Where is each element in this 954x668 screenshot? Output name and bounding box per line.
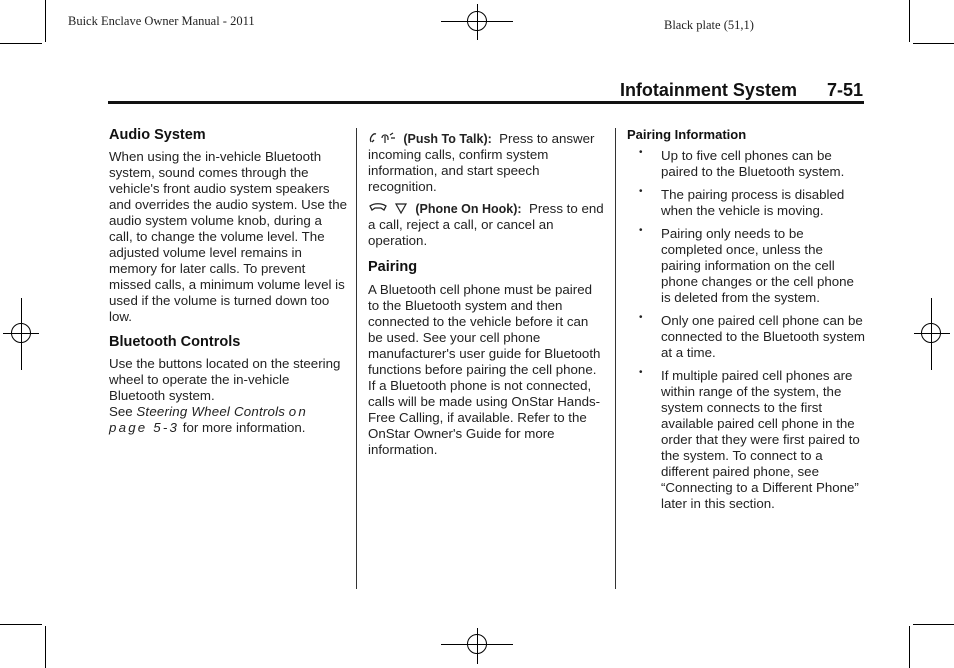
push-to-talk-icon [368,132,401,146]
phone-on-hook-body: Press to end a call, reject a call, or cancel an operation. [368,201,604,248]
list-item: • Only one paired cell phone can be connected to the Bluetooth system at a time. [639,312,866,360]
audio-system-heading: Audio System [109,127,206,143]
pairing-information-list [627,148,865,512]
column-2 [368,131,606,458]
page-reference-link[interactable]: on page 5-3 [109,404,308,435]
crop-mark [45,0,46,42]
bullet-icon: • [639,147,643,158]
registration-mark [921,323,941,343]
section-title [620,80,863,101]
plate-label: Black plate (51,1) [664,18,754,32]
list-item: • Up to five cell phones can be paired to the Bluetooth system. [639,147,845,179]
registration-mark [467,11,487,31]
pairing-heading: Pairing [368,259,418,275]
push-to-talk-label: (Push To Talk): [403,132,492,146]
bullet-icon: • [639,186,643,197]
bullet-icon: • [639,225,643,236]
column-divider [615,128,616,589]
column-divider [356,128,357,589]
page-number: 7-51 [826,80,863,100]
column-1 [109,127,347,436]
phone-on-hook-entry [368,201,606,249]
list-item: • Pairing only needs to be completed once, unless the pairing information on the cell phone changes or the cell phone is deleted from the system. [639,225,854,305]
audio-system-body: When using the in-vehicle Bluetooth system, sound comes through the vehicle's front audio system speakers and overrides the audio system. Use the audio system volume knob, during a call, to change the volume level. The adjusted volume level remains in memory for later calls. To prevent missed calls, a minimum volume level is used if the volume is turned down too low. [109,149,347,324]
manual-title: Buick Enclave Owner Manual - 2011 [68,14,255,28]
crop-mark [909,0,910,42]
crop-mark [45,626,46,668]
title-rule [108,101,864,104]
phone-on-hook-icon [368,202,413,216]
bullet-icon: • [639,367,643,378]
push-to-talk-body: Press to answer incoming calls, confirm system information, and start speech recognition. [368,131,595,194]
bluetooth-controls-body: Use the buttons located on the steering wheel to operate the in-vehicle Bluetooth system. See Steering Wheel Controls on page 5-3 for more information. [109,356,341,435]
column-3 [627,127,865,512]
list-item: • If multiple paired cell phones are within range of the system, the system connects to the first available paired cell phone in the order that they were first paired to the system. To connect to a different paired phone, see “Connecting to a Different Phone” later in this section. [639,367,860,511]
section-name: Infotainment System [619,80,797,100]
push-to-talk-entry [368,131,606,195]
crop-mark [909,626,910,668]
steering-wheel-controls-link[interactable]: Steering Wheel Controls [136,404,286,419]
crop-mark [0,43,42,44]
crop-mark [913,43,954,44]
registration-mark [11,323,31,343]
bullet-icon: • [639,312,643,323]
phone-on-hook-label: (Phone On Hook): [415,202,522,216]
bluetooth-controls-heading: Bluetooth Controls [109,334,241,350]
pairing-body: A Bluetooth cell phone must be paired to the Bluetooth system and then connected to the vehicle before it can be used. See your cell phone manufacturer's user guide for Bluetooth functions before pairing the cell phone. If a Bluetooth phone is not connected, calls will be made using OnStar Hands-Free Calling, if available. Refer to the OnStar Owner's Guide for more information. [368,282,601,457]
list-item: • The pairing process is disabled when the vehicle is moving. [639,186,845,218]
crop-mark [913,624,954,625]
registration-mark [467,634,487,654]
crop-mark [0,624,42,625]
pairing-information-heading: Pairing Information [627,127,747,142]
